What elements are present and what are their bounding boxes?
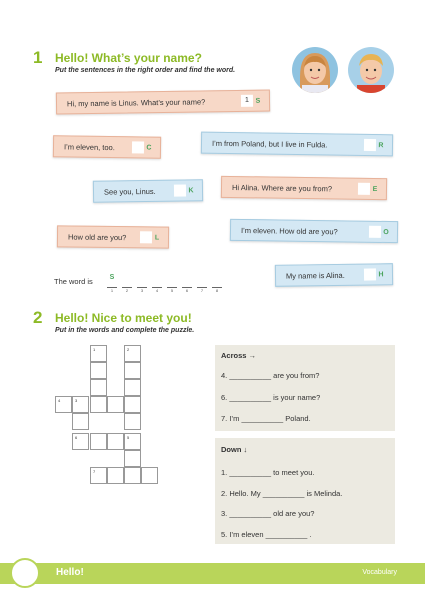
down-clue-1: 1. __________ to meet you.	[221, 468, 315, 477]
crossword-cell[interactable]: 3	[72, 396, 89, 413]
across-heading: Across →	[221, 351, 257, 360]
section-2-number: 2	[33, 308, 43, 327]
sentence-text: My name is Alina.	[285, 270, 345, 281]
word-label: The word is	[54, 277, 93, 286]
sentence-card-7[interactable]	[230, 219, 398, 243]
section-2-instruction: Put in the words and complete the puzzle.	[55, 327, 195, 334]
sentence-letter: O	[383, 228, 389, 236]
crossword-cell[interactable]: 1	[90, 345, 107, 362]
answer-blank[interactable]: __________	[262, 489, 305, 498]
sentence-letter: R	[378, 141, 384, 149]
across-clue-6: 6. __________ is your name?	[221, 393, 321, 402]
section-1-title: Hello! What’s your name?	[55, 51, 202, 65]
crossword-cell[interactable]	[107, 467, 124, 484]
crossword-cell[interactable]	[124, 467, 141, 484]
order-number-box[interactable]	[132, 141, 144, 153]
sentence-card-5[interactable]	[221, 176, 387, 200]
crossword-cell[interactable]	[90, 362, 107, 379]
sentence-letter: K	[188, 186, 194, 194]
sentence-card-1[interactable]	[56, 90, 270, 115]
crossword-cell[interactable]: 2	[124, 345, 141, 362]
sentence-letter: E	[372, 185, 378, 193]
order-number-box[interactable]: 1	[241, 95, 253, 107]
word-slot[interactable]: 2	[122, 274, 132, 288]
answer-blank[interactable]: __________	[229, 371, 272, 380]
crossword-cell[interactable]	[141, 467, 158, 484]
crossword-cell[interactable]: 7	[90, 467, 107, 484]
across-clue-4: 4. __________ are you from?	[221, 371, 320, 380]
sentence-card-4[interactable]	[93, 179, 203, 203]
sentence-text: See you, Linus.	[103, 186, 156, 197]
sentence-card-2[interactable]	[53, 135, 161, 159]
answer-blank[interactable]: __________	[229, 509, 272, 518]
section-1-instruction: Put the sentences in the right order and find the word.	[55, 67, 236, 74]
down-clue-5: 5. I’m eleven __________ .	[221, 530, 312, 539]
word-slot[interactable]: 4	[152, 274, 162, 288]
crossword-cell[interactable]	[124, 362, 141, 379]
footer-title: Hello!	[56, 567, 84, 578]
crossword-cell[interactable]	[90, 379, 107, 396]
word-slot[interactable]: 3	[137, 274, 147, 288]
word-slot[interactable]: S 1	[107, 274, 117, 288]
word-slot[interactable]: 6	[182, 274, 192, 288]
sentence-letter: S	[255, 97, 261, 105]
answer-blank[interactable]: __________	[229, 393, 272, 402]
word-slot[interactable]: 8	[212, 274, 222, 288]
sentence-letter: C	[146, 144, 152, 152]
sentence-text: I’m eleven. How old are you?	[240, 225, 338, 236]
crossword-cell[interactable]	[107, 433, 124, 450]
girl-avatar	[292, 47, 338, 93]
section-1-number: 1	[33, 48, 43, 67]
order-number-box[interactable]	[369, 226, 381, 238]
sentence-card-6[interactable]	[57, 225, 169, 248]
sentence-letter: L	[154, 233, 160, 241]
word-slot[interactable]: 5	[167, 274, 177, 288]
section-2-title: Hello! Nice to meet you!	[55, 311, 192, 325]
across-clue-7: 7. I’m __________ Poland.	[221, 414, 311, 423]
order-number-box[interactable]	[364, 268, 376, 280]
footer-category: Vocabulary	[362, 569, 397, 576]
crossword-cell[interactable]	[90, 433, 107, 450]
page-circle-icon	[10, 558, 40, 588]
order-number-box[interactable]	[364, 139, 376, 151]
word-slot[interactable]: 7	[197, 274, 207, 288]
down-clue-2: 2. Hello. My __________ is Melinda.	[221, 489, 343, 498]
order-number-box[interactable]	[174, 184, 186, 196]
crossword-cell[interactable]	[72, 413, 89, 430]
sentence-text: I’m eleven, too.	[63, 141, 115, 152]
crossword-cell[interactable]	[124, 379, 141, 396]
crossword-cell[interactable]	[124, 396, 141, 413]
answer-blank[interactable]: __________	[229, 468, 272, 477]
order-number-box[interactable]	[358, 183, 370, 195]
crossword-cell[interactable]: 4	[55, 396, 72, 413]
sentence-text: How old are you?	[67, 232, 127, 242]
sentence-card-8[interactable]	[275, 263, 393, 287]
answer-blank[interactable]: __________	[241, 414, 284, 423]
sentence-letter: H	[378, 270, 384, 278]
down-heading: Down ↓	[221, 445, 248, 454]
answer-blank[interactable]: __________	[265, 530, 308, 539]
crossword-cell[interactable]	[90, 396, 107, 413]
sentence-text: Hi Alina. Where are you from?	[231, 182, 333, 193]
crossword-cell[interactable]: 5	[124, 433, 141, 450]
crossword-cell[interactable]	[107, 396, 124, 413]
sentence-text: Hi, my name is Linus. What’s your name?	[66, 96, 206, 108]
crossword-cell[interactable]	[124, 450, 141, 467]
sentence-text: I’m from Poland, but I live in Fulda.	[211, 138, 328, 149]
order-number-box[interactable]	[140, 231, 152, 243]
down-clue-3: 3. __________ old are you?	[221, 509, 315, 518]
crossword-cell[interactable]: 6	[72, 433, 89, 450]
boy-avatar	[348, 47, 394, 93]
crossword-cell[interactable]	[124, 413, 141, 430]
sentence-card-3[interactable]	[201, 132, 393, 157]
